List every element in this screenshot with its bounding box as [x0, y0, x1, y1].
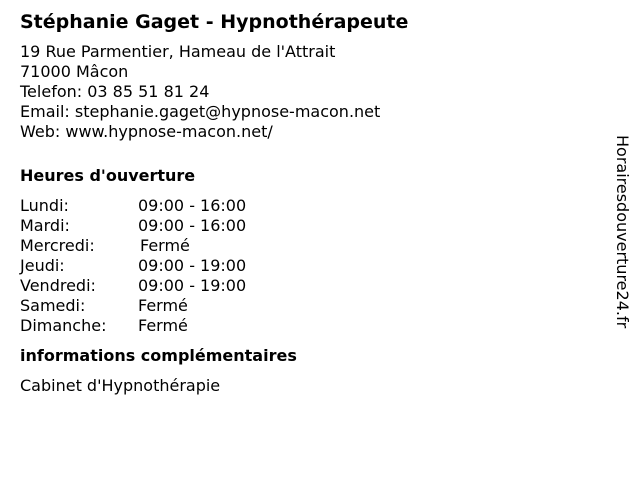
- web-line[interactable]: Web: www.hypnose-macon.net/: [20, 122, 273, 141]
- phone-line[interactable]: Telefon: 03 85 51 81 24: [20, 82, 210, 101]
- day-hours: 09:00 - 16:00: [138, 216, 247, 235]
- hours-heading: Heures d'ouverture: [20, 166, 196, 185]
- day-label: Mardi:: [20, 216, 70, 235]
- day-label: Lundi:: [20, 196, 69, 215]
- site-watermark: Horairesdouverture24.fr: [613, 135, 632, 329]
- hours-list: [20, 196, 600, 336]
- day-label: Dimanche:: [20, 316, 107, 335]
- day-label: Samedi:: [20, 296, 86, 315]
- hours-row-saturday: [20, 296, 600, 316]
- hours-row-tuesday: [20, 216, 600, 236]
- hours-row-monday: [20, 196, 600, 216]
- day-label: Vendredi:: [20, 276, 96, 295]
- address-line1: 19 Rue Parmentier, Hameau de l'Attrait: [20, 42, 336, 61]
- day-hours: Fermé: [138, 296, 188, 315]
- business-card: [20, 10, 600, 396]
- hours-row-friday: [20, 276, 600, 296]
- hours-row-sunday: [20, 316, 600, 336]
- hours-row-thursday: [20, 256, 600, 276]
- email-line[interactable]: Email: stephanie.gaget@hypnose-macon.net: [20, 102, 381, 121]
- day-label: Mercredi:: [20, 236, 95, 255]
- info-heading: informations complémentaires: [20, 346, 297, 365]
- day-hours: Fermé: [138, 316, 188, 335]
- address-line2: 71000 Mâcon: [20, 62, 129, 81]
- day-hours: 09:00 - 16:00: [138, 196, 247, 215]
- day-hours: 09:00 - 19:00: [138, 256, 247, 275]
- info-text: Cabinet d'Hypnothérapie: [20, 376, 221, 395]
- day-label: Jeudi:: [20, 256, 65, 275]
- day-hours: 09:00 - 19:00: [138, 276, 247, 295]
- day-hours: Fermé: [140, 236, 190, 255]
- business-title: Stéphanie Gaget - Hypnothérapeute: [20, 11, 409, 33]
- hours-row-wednesday: [20, 236, 600, 256]
